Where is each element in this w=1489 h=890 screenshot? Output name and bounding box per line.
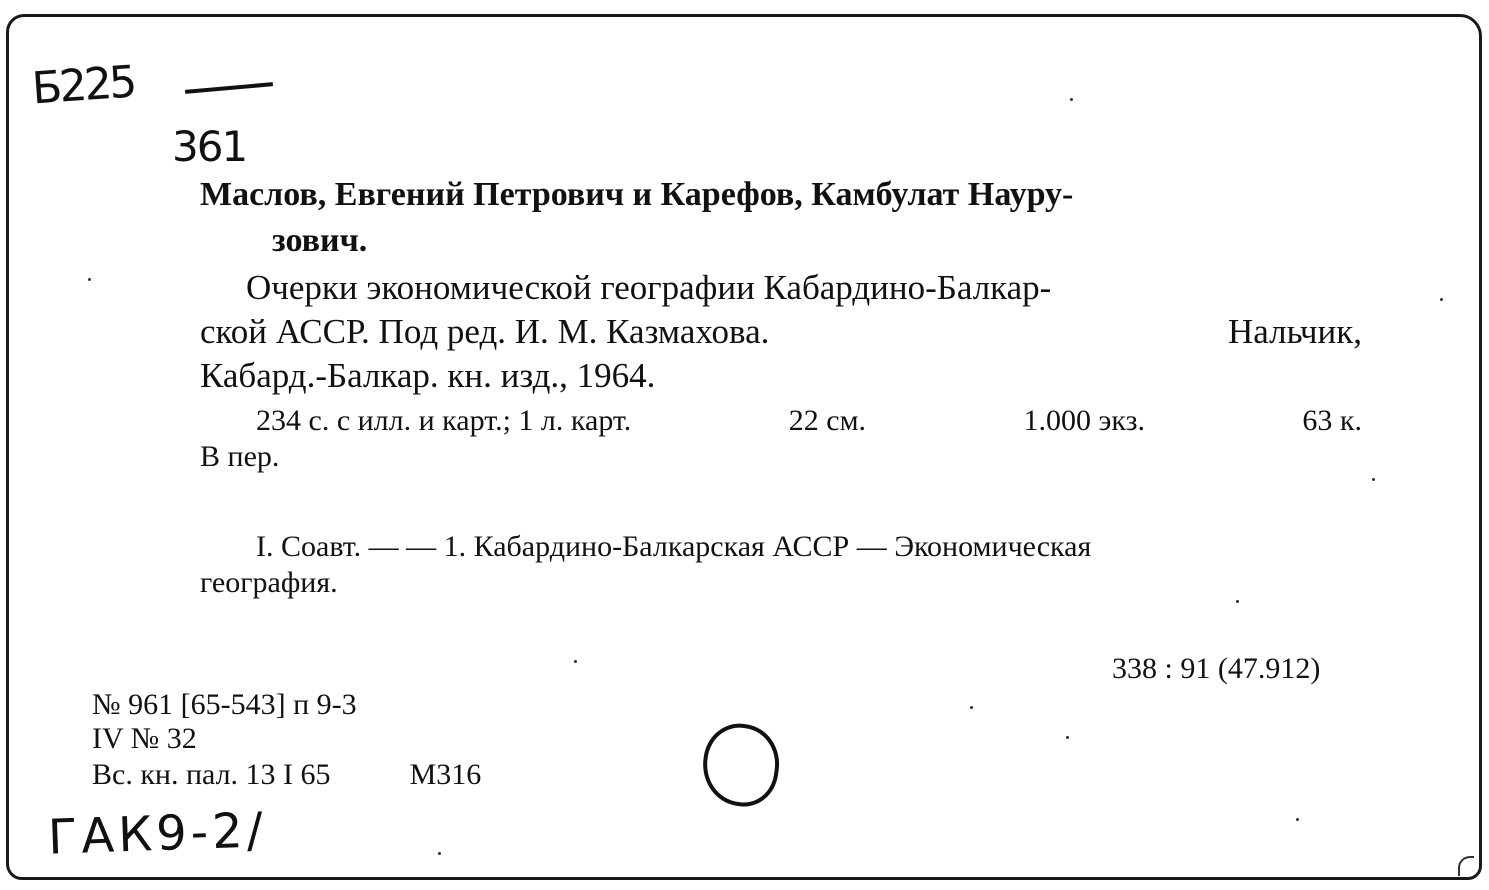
- speck: [1440, 298, 1443, 301]
- speck: [1296, 818, 1299, 821]
- authors-line-1: Маслов, Евгений Петрович и Карефов, Камбулат Науру-: [200, 176, 1074, 213]
- subjects-line-1: I. Соавт. — — 1. Кабардино-Балкарская АССР — Экономическая: [256, 530, 1092, 563]
- binding-note: В пер.: [200, 440, 280, 473]
- speck: [1070, 98, 1073, 101]
- physical-description: [256, 404, 1362, 438]
- speck: [1236, 600, 1239, 603]
- title-line-2-text: ской АССР. Под ред. И. М. Казмахова.: [200, 312, 770, 351]
- speck: [574, 660, 577, 663]
- imprint-line-2: IV № 32: [92, 722, 197, 755]
- speck: [970, 706, 973, 709]
- authors-line-2: зович.: [272, 222, 368, 259]
- handwritten-shelf-sub: 361: [172, 122, 247, 171]
- speck: [1372, 478, 1375, 481]
- publication-place: Нальчик,: [1228, 312, 1362, 351]
- subjects-line-2: география.: [200, 566, 338, 599]
- title-line-3: Кабард.-Балкар. кн. изд., 1964.: [200, 356, 656, 395]
- speck: [438, 852, 441, 855]
- pages-count: 234 с. с илл. и карт.; 1 л. карт.: [256, 404, 632, 437]
- imprint-chamber-ref: Вс. кн. пал. 13 I 65: [92, 758, 331, 791]
- copies-count: 1.000 экз.: [1023, 404, 1145, 437]
- udc-index: 338 : 91 (47.912): [1112, 652, 1321, 685]
- speck: [1066, 736, 1069, 739]
- imprint-code: М316: [409, 758, 482, 791]
- corner-mark: [1458, 856, 1474, 876]
- imprint-line-1: № 961 [65-543] п 9-3: [92, 688, 357, 721]
- handwritten-code: ГАК9-2/: [47, 802, 268, 866]
- book-size: 22 см.: [788, 404, 867, 437]
- title-line-1: Очерки экономической географии Кабардино-Балкар-: [246, 268, 1052, 307]
- handwritten-shelf-mark: Б225: [30, 56, 136, 115]
- imprint-line-3: [92, 758, 481, 792]
- speck: [88, 278, 91, 281]
- title-line-2: [200, 312, 1362, 352]
- price: 63 к.: [1302, 404, 1362, 437]
